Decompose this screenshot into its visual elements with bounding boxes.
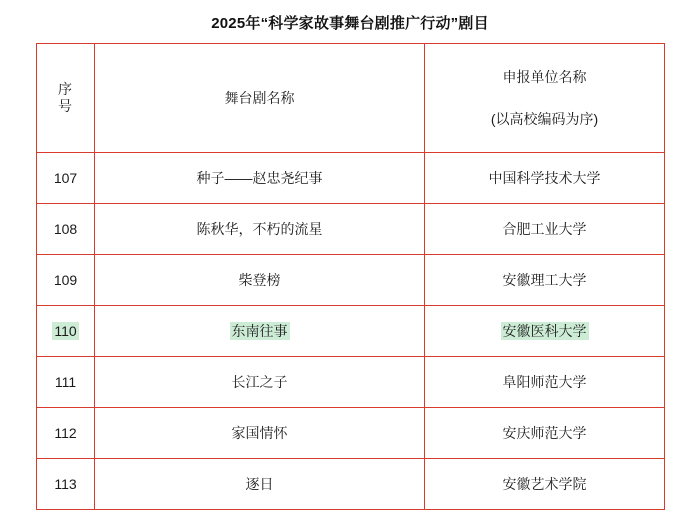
table-body <box>37 44 665 510</box>
table-row <box>37 408 665 459</box>
highlighted-sequence: 110 <box>54 323 77 339</box>
highlighted-unit: 安徽医科大学 <box>502 323 587 339</box>
header-sequence-line-2: 号 <box>58 98 73 114</box>
cell-sequence: 108 <box>37 204 95 255</box>
table-row <box>37 204 665 255</box>
cell-unit: 合肥工业大学 <box>425 204 665 255</box>
cell-sequence: 107 <box>37 153 95 204</box>
table-header-row <box>37 44 665 153</box>
cell-play-name: 家国情怀 <box>95 408 425 459</box>
header-unit-line-2: (以高校编码为序) <box>490 111 599 127</box>
cell-sequence: 111 <box>37 357 95 408</box>
cell-play-name: 种子——赵忠尧纪事 <box>95 153 425 204</box>
cell-play-name: 长江之子 <box>95 357 425 408</box>
table-row <box>37 459 665 510</box>
cell-play-name: 逐日 <box>95 459 425 510</box>
cell-sequence: 112 <box>37 408 95 459</box>
table-row-highlighted <box>37 306 665 357</box>
table-row <box>37 357 665 408</box>
table-row <box>37 153 665 204</box>
cell-play-name: 陈秋华，不朽的流星 <box>95 204 425 255</box>
program-table <box>36 43 665 510</box>
highlighted-play-name: 东南往事 <box>231 323 288 339</box>
cell-play-name <box>95 306 425 357</box>
header-cell-play-name: 舞台剧名称 <box>95 44 425 153</box>
table-row <box>37 255 665 306</box>
cell-sequence: 109 <box>37 255 95 306</box>
header-cell-unit <box>425 44 665 153</box>
header-unit-line-1: 申报单位名称 <box>502 69 587 85</box>
header-cell-sequence <box>37 44 95 153</box>
cell-play-name: 柴登榜 <box>95 255 425 306</box>
header-sequence-line-1: 序 <box>58 80 73 97</box>
cell-unit: 安庆师范大学 <box>425 408 665 459</box>
cell-unit: 阜阳师范大学 <box>425 357 665 408</box>
cell-unit: 安徽艺术学院 <box>425 459 665 510</box>
cell-unit: 中国科学技术大学 <box>425 153 665 204</box>
page-title: 2025年“科学家故事舞台剧推广行动”剧目 <box>211 15 489 32</box>
cell-sequence: 113 <box>37 459 95 510</box>
cell-sequence <box>37 306 95 357</box>
program-table-container <box>36 43 664 510</box>
cell-unit <box>425 306 665 357</box>
cell-unit: 安徽理工大学 <box>425 255 665 306</box>
